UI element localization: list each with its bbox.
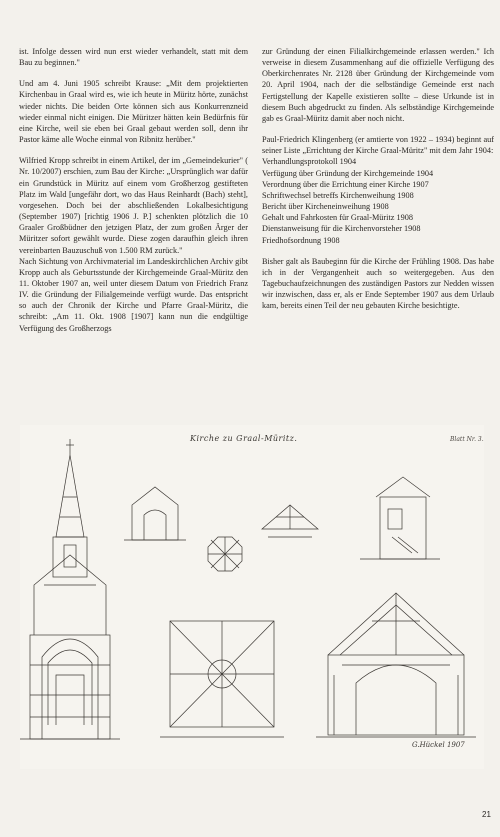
list-item: Friedhofsordnung 1908 xyxy=(262,235,340,245)
paragraph: Paul-Friedrich Klingenberg (er amtierte von 1922 – 1934) beginnt auf seiner Liste „Errichtung der Kirche Graal-Müritz" mit dem Jahr 1904: xyxy=(262,135,494,156)
list-item: Bericht über Kircheneinweihung 1908 xyxy=(262,202,389,212)
nave-section-drawing xyxy=(316,593,476,737)
page-number: 21 xyxy=(482,810,491,819)
roof-section-drawing xyxy=(262,505,318,537)
octagon-plan-drawing xyxy=(208,537,242,571)
list-item: Verordnung über die Errichtung einer Kirche 1907 xyxy=(262,179,429,189)
ceiling-plan-drawing xyxy=(160,621,284,737)
paragraph: Wilfried Kropp schreibt in einem Artikel, der im „Gemeindekurier" ( Nr. 10/2007) erschien, zum Bau der Kirche: „Ursprünglich war dafür ein Grundstück in Müritz auf einem vom Großherzog gestifteten Platz im Wald [ungefähr dort, wo das Haus Reinhardt (Bach) steht], vorgesehen. Doch bei der abschließenden Lokalbesichtigung (September 1907) [richtig 1906 J. P.] schenkten plötzlich die 10 Graaler Großbüdner den jetzigen Platz, der zum großen Ärger der Müritzer sofort gewählt wurde. Diese zogen daraufhin gleich ihren vereinbarten Bauzuschuß von 1.500 RM zurück." xyxy=(19,156,248,255)
list-item: Gehalt und Fahrkosten für Graal-Müritz 1908 xyxy=(262,213,413,223)
list-item: Schriftwechsel betreffs Kirchenweihung 1908 xyxy=(262,190,414,200)
text-column-left xyxy=(19,46,248,344)
paragraph: Nach Sichtung von Archivmaterial im Landeskirchlichen Archiv gibt Kropp auch als Geburtsstunde der Kirchgemeinde Graal-Müritz den 11. Oktober 1907 an, weil unter diesem Datum von Friedrich Franz IV. die Gründung der Filialgemeinde verfügt wurde. Das entspricht so auch der Chronik der Kirche und Pfarre Graal-Müritz, die schreibt: „Am 11. Okt. 1908 [1907] kann nun die endgültige Verfügung des Großherzogs xyxy=(19,256,248,333)
plate-title: Kirche zu Graal-Müritz. xyxy=(190,434,298,443)
paragraph: Und am 4. Juni 1905 schreibt Krause: „Mit dem projektierten Kirchenbau in Graal wird es, wie ich heute in Müritz hörte, zunächst wieder nichts. Die beiden Orte können sich aus Konkurrenzneid wieder einmal nicht einigen. Die Müritzer hätten kein Bedürfnis für eine Kirche, weil sie eben bei Graal gebaut werden soll, denn ihr Pastor käme alle Woche einmal von Ribnitz herüber." xyxy=(19,79,248,145)
paragraph: zur Gründung der einen Filialkirchgemeinde erlassen werden." Ich verweise in diesem Zusammenhang auf die offizielle Verfügung des Oberkirchenrates Nr. 2128 über Gründung der Kirchgemeinde vom 20. April 1904, nach der die selbständige Gemeinde erst nach Fertigstellung der Kapelle existieren sollte – diese Urkunde ist in diesem Buch abgedruckt zu finden. Als selbständige Kirchgemeinde gab es Graal-Müritz damit aber noch nicht. xyxy=(262,47,494,123)
paragraph: ist. Infolge dessen wird nun erst wieder verhandelt, statt mit dem Bau zu beginnen." xyxy=(19,47,248,68)
plate-sheet-number: Blatt Nr. 3. xyxy=(450,436,484,443)
side-section-drawing xyxy=(124,487,186,540)
tower-section-drawing xyxy=(360,477,440,559)
front-elevation-drawing xyxy=(20,439,120,739)
architectural-drawing-plate xyxy=(20,425,484,769)
church-elevation-drawing xyxy=(20,425,484,769)
list-item: Verhandlungsprotokoll 1904 xyxy=(262,157,357,167)
list-item: Dienstanweisung für die Kirchenvorsteher 1908 xyxy=(262,224,421,234)
text-column-right xyxy=(262,46,494,321)
document-list xyxy=(262,156,494,245)
list-item: Verfügung über Gründung der Kirchgemeinde 1904 xyxy=(262,168,434,178)
paragraph: Bisher galt als Baubeginn für die Kirche der Frühling 1908. Das habe ich in der Vergangenheit auch so weitergegeben. Aus den Tagebuchaufzeichnungen des zuständigen Pastors zur Nedden wissen wir inzwischen, dass er, als er Ende September 1907 aus dem Urlaub kam, bereits einen Teil der neu gebauten Kirche besichtigte. xyxy=(262,256,494,311)
architect-signature: G.Hückel 1907 xyxy=(412,741,465,749)
